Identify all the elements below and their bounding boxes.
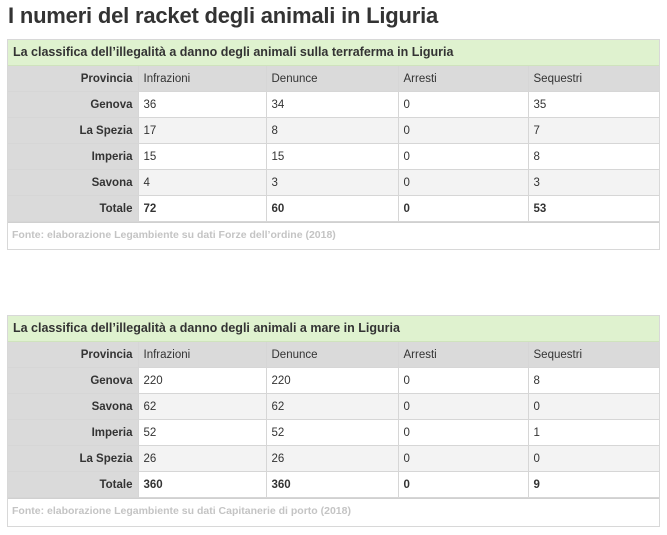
cell-arresti: 0: [398, 196, 528, 222]
table-source: Fonte: elaborazione Legambiente su dati Capitanerie di porto (2018): [8, 498, 659, 523]
table-block-mare: [7, 315, 660, 527]
column-header-provincia: Provincia: [8, 342, 138, 368]
cell-arresti: 0: [398, 118, 528, 144]
cell-arresti: 0: [398, 446, 528, 472]
data-table: [8, 342, 659, 498]
cell-sequestri: 1: [528, 420, 659, 446]
table-caption: La classifica dell’illegalità a danno degli animali a mare in Liguria: [8, 316, 659, 342]
cell-sequestri: 7: [528, 118, 659, 144]
table-total-row: [8, 196, 659, 222]
cell-infrazioni: 17: [138, 118, 266, 144]
table-header-row: [8, 342, 659, 368]
table-row: [8, 420, 659, 446]
cell-arresti: 0: [398, 394, 528, 420]
cell-arresti: 0: [398, 170, 528, 196]
table-source: Fonte: elaborazione Legambiente su dati Forze dell’ordine (2018): [8, 222, 659, 247]
cell-denunce: 52: [266, 420, 398, 446]
column-header-provincia: Provincia: [8, 66, 138, 92]
row-label: La Spezia: [8, 446, 138, 472]
table-row: [8, 92, 659, 118]
cell-infrazioni: 15: [138, 144, 266, 170]
row-label: La Spezia: [8, 118, 138, 144]
cell-denunce: 3: [266, 170, 398, 196]
cell-infrazioni: 220: [138, 368, 266, 394]
table-row: [8, 368, 659, 394]
cell-arresti: 0: [398, 92, 528, 118]
data-table: [8, 66, 659, 222]
cell-sequestri: 35: [528, 92, 659, 118]
table-total-row: [8, 472, 659, 498]
cell-arresti: 0: [398, 420, 528, 446]
cell-arresti: 0: [398, 144, 528, 170]
cell-infrazioni: 26: [138, 446, 266, 472]
table-row: [8, 118, 659, 144]
cell-sequestri: 0: [528, 446, 659, 472]
cell-infrazioni: 4: [138, 170, 266, 196]
column-header-sequestri: Sequestri: [528, 66, 659, 92]
column-header-sequestri: Sequestri: [528, 342, 659, 368]
table-row: [8, 144, 659, 170]
column-header-denunce: Denunce: [266, 66, 398, 92]
column-header-denunce: Denunce: [266, 342, 398, 368]
cell-denunce: 62: [266, 394, 398, 420]
cell-infrazioni: 360: [138, 472, 266, 498]
table-row: [8, 446, 659, 472]
column-header-arresti: Arresti: [398, 342, 528, 368]
cell-sequestri: 8: [528, 368, 659, 394]
table-caption: La classifica dell’illegalità a danno degli animali sulla terraferma in Liguria: [8, 40, 659, 66]
column-header-infrazioni: Infrazioni: [138, 342, 266, 368]
column-header-infrazioni: Infrazioni: [138, 66, 266, 92]
cell-sequestri: 0: [528, 394, 659, 420]
cell-denunce: 8: [266, 118, 398, 144]
cell-denunce: 15: [266, 144, 398, 170]
cell-infrazioni: 52: [138, 420, 266, 446]
page-title: I numeri del racket degli animali in Liguria: [8, 3, 439, 28]
cell-denunce: 60: [266, 196, 398, 222]
row-label: Genova: [8, 92, 138, 118]
cell-infrazioni: 62: [138, 394, 266, 420]
row-label: Savona: [8, 170, 138, 196]
row-label: Totale: [8, 196, 138, 222]
row-label: Imperia: [8, 144, 138, 170]
cell-sequestri: 9: [528, 472, 659, 498]
cell-arresti: 0: [398, 472, 528, 498]
cell-denunce: 34: [266, 92, 398, 118]
cell-sequestri: 53: [528, 196, 659, 222]
cell-infrazioni: 36: [138, 92, 266, 118]
cell-infrazioni: 72: [138, 196, 266, 222]
row-label: Savona: [8, 394, 138, 420]
table-row: [8, 170, 659, 196]
cell-denunce: 360: [266, 472, 398, 498]
cell-sequestri: 8: [528, 144, 659, 170]
cell-denunce: 26: [266, 446, 398, 472]
cell-sequestri: 3: [528, 170, 659, 196]
row-label: Imperia: [8, 420, 138, 446]
row-label: Genova: [8, 368, 138, 394]
table-row: [8, 394, 659, 420]
table-header-row: [8, 66, 659, 92]
row-label: Totale: [8, 472, 138, 498]
cell-denunce: 220: [266, 368, 398, 394]
table-block-terraferma: [7, 39, 660, 250]
column-header-arresti: Arresti: [398, 66, 528, 92]
cell-arresti: 0: [398, 368, 528, 394]
